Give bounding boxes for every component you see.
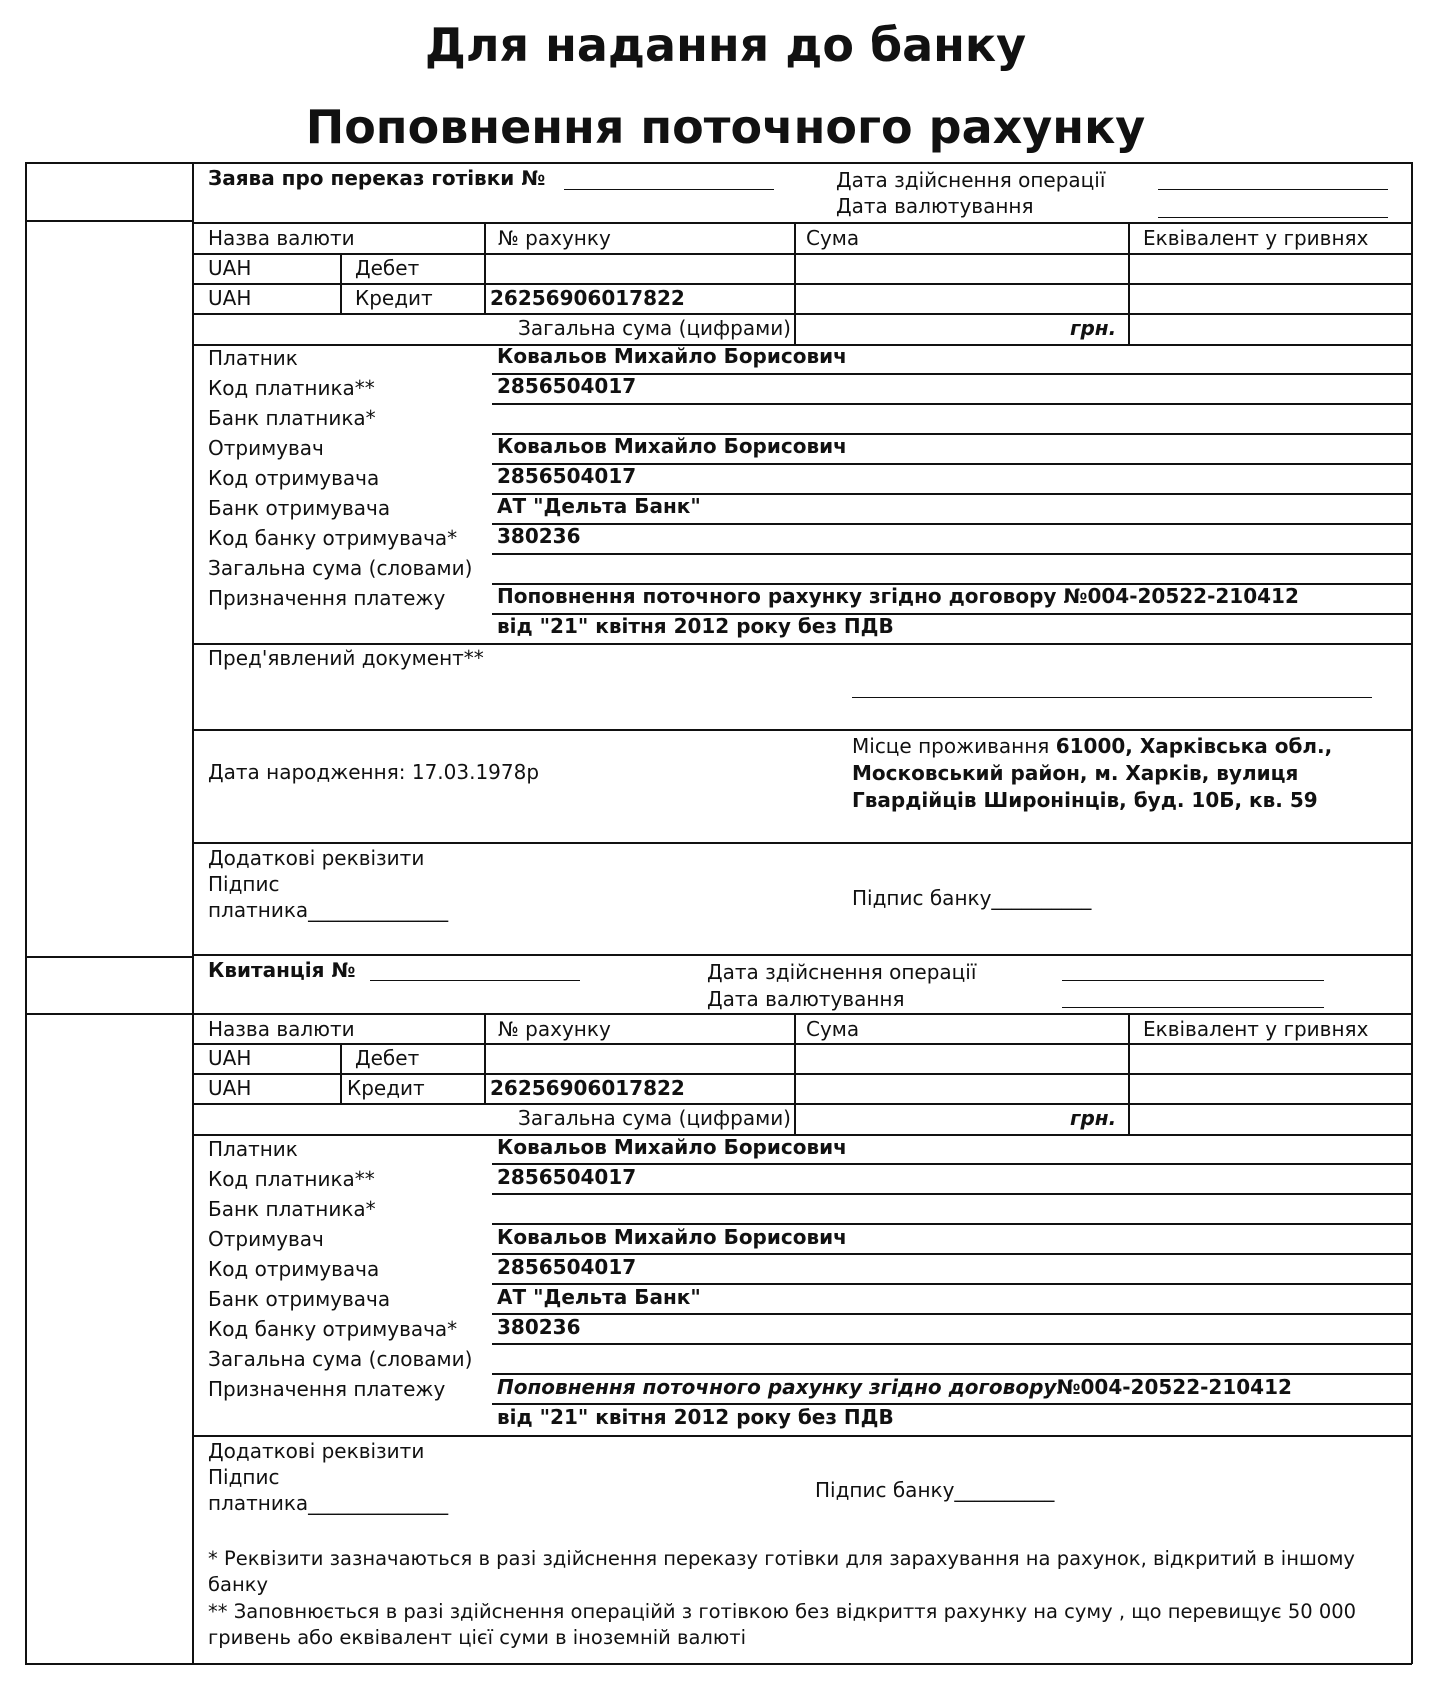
app-birth-date: Дата народження: 17.03.1978р xyxy=(208,760,540,784)
app-bank-signature: Підпис банку__________ xyxy=(852,886,1092,910)
rcp-field-value: 2856504017 xyxy=(497,1165,637,1189)
rcp-table-line-h3 xyxy=(192,1103,1412,1105)
app-field-label: Отримувач xyxy=(208,436,324,460)
rcp-row1-currency: UAH xyxy=(208,1046,252,1070)
rcp-field-label: Призначення платежу xyxy=(208,1377,446,1401)
rcp-field-label: Код отримувача xyxy=(208,1257,380,1281)
rcp-field-line xyxy=(492,1193,1412,1195)
app-row2-type: Кредит xyxy=(355,286,433,310)
app-document-label: Пред'явлений документ** xyxy=(208,646,484,670)
receipt-value-date-blank[interactable] xyxy=(1062,1007,1324,1008)
frame-divider xyxy=(192,162,194,1664)
application-op-date-label: Дата здійснення операції xyxy=(836,168,1106,192)
frame-top xyxy=(25,162,1412,164)
app-field-line xyxy=(492,523,1412,525)
app-field-label: Банк отримувача xyxy=(208,496,391,520)
rcp-section-line-sign xyxy=(192,1435,1412,1437)
app-field-value: 380236 xyxy=(497,524,581,548)
app-col-sum: Сума xyxy=(806,226,860,250)
footnote-2-line1: ** Заповнюється в разі здійснення операційй з готівкою без відкриття рахунку на суму , що перевищує 50 000 xyxy=(208,1600,1357,1623)
rcp-signature-label2: платника______________ xyxy=(208,1491,449,1515)
app-table-v4 xyxy=(1128,222,1130,344)
app-signature-label2: платника______________ xyxy=(208,898,449,922)
receipt-op-date-blank[interactable] xyxy=(1062,980,1324,981)
app-section-line-sign xyxy=(192,842,1412,844)
footnote-1-line1: * Реквізити зазначаються в разі здійснення переказу готівки для зарахування на рахунок, відкритий в іншому xyxy=(208,1547,1355,1570)
left-strip-line-1 xyxy=(25,220,193,222)
rcp-field-label: Банк платника* xyxy=(208,1197,376,1221)
rcp-extra-label: Додаткові реквізити xyxy=(208,1439,425,1463)
app-field-label: Код отримувача xyxy=(208,466,380,490)
frame-bottom xyxy=(25,1663,1412,1665)
frame-left xyxy=(25,162,27,1664)
rcp-purpose-line1 xyxy=(497,1375,1292,1399)
app-purpose-line2: від "21" квітня 2012 року без ПДВ xyxy=(497,614,894,638)
rcp-table-line-h1 xyxy=(192,1043,1412,1045)
rcp-table-line-h2 xyxy=(192,1073,1412,1075)
app-section-line-doc xyxy=(192,643,1412,645)
app-table-line-top xyxy=(192,222,1412,224)
rcp-field-value: Ковальов Михайло Борисович xyxy=(497,1135,847,1159)
app-field-line xyxy=(492,403,1412,405)
app-document-blank[interactable] xyxy=(852,697,1372,698)
application-title: Заява про переказ готівки № xyxy=(208,166,546,190)
app-row1-currency: UAH xyxy=(208,256,252,280)
application-number-blank[interactable] xyxy=(564,189,774,190)
rcp-table-line-top xyxy=(192,1013,1412,1015)
app-col-account: № рахунку xyxy=(498,226,611,250)
receipt-title: Квитанція № xyxy=(208,958,356,982)
app-table-line-h1 xyxy=(192,253,1412,255)
rcp-col-currency: Назва валюти xyxy=(208,1017,355,1041)
app-field-value: Ковальов Михайло Борисович xyxy=(497,344,847,368)
application-value-date-blank[interactable] xyxy=(1158,217,1388,218)
page-title-1: Для надання до банку xyxy=(424,18,1027,72)
rcp-field-label: Отримувач xyxy=(208,1227,324,1251)
receipt-top-line xyxy=(192,954,1412,956)
app-row2-account: 26256906017822 xyxy=(490,286,685,310)
app-signature-label1: Підпис xyxy=(208,872,280,896)
rcp-field-value: АТ "Дельта Банк" xyxy=(497,1285,701,1309)
application-value-date-label: Дата валютування xyxy=(836,194,1034,218)
rcp-field-line xyxy=(492,1313,1412,1315)
app-purpose-line1: Поповнення поточного рахунку згідно договору №004-20522-210412 xyxy=(497,584,1299,608)
footnote-1-line2: банку xyxy=(208,1573,269,1596)
rcp-bank-signature: Підпис банку__________ xyxy=(815,1478,1055,1502)
app-col-equiv: Еквівалент у гривнях xyxy=(1143,226,1369,250)
app-field-label: Загальна сума (словами) xyxy=(208,556,473,580)
rcp-col-equiv: Еквівалент у гривнях xyxy=(1143,1017,1369,1041)
app-field-line xyxy=(492,553,1412,555)
app-col-currency: Назва валюти xyxy=(208,226,355,250)
receipt-op-date-label: Дата здійснення операції xyxy=(707,960,977,984)
app-field-value: 2856504017 xyxy=(497,464,637,488)
receipt-number-blank[interactable] xyxy=(370,980,580,981)
app-field-value: Ковальов Михайло Борисович xyxy=(497,434,847,458)
rcp-row2-account: 26256906017822 xyxy=(490,1076,685,1100)
rcp-total-label: Загальна сума (цифрами) xyxy=(518,1106,791,1130)
rcp-row2-type: Кредит xyxy=(347,1076,425,1100)
rcp-row2-currency: UAH xyxy=(208,1076,252,1100)
rcp-purpose-line2: від "21" квітня 2012 року без ПДВ xyxy=(497,1405,894,1429)
app-residence-line3: Гвардійців Широнінців, буд. 10Б, кв. 59 xyxy=(852,788,1318,812)
rcp-total-unit: грн. xyxy=(1070,1106,1117,1130)
app-residence xyxy=(852,734,1332,758)
app-table-line-h3 xyxy=(192,313,1412,315)
app-table-v3 xyxy=(794,222,796,344)
app-field-value: АТ "Дельта Банк" xyxy=(497,494,701,518)
rcp-table-v1 xyxy=(340,1043,342,1103)
rcp-field-label: Платник xyxy=(208,1137,298,1161)
receipt-value-date-label: Дата валютування xyxy=(707,987,905,1011)
app-extra-label: Додаткові реквізити xyxy=(208,846,425,870)
app-total-unit: грн. xyxy=(1070,316,1117,340)
rcp-field-label: Загальна сума (словами) xyxy=(208,1347,473,1371)
app-residence-line1: 61000, Харківська обл., xyxy=(1055,734,1333,758)
rcp-table-v3 xyxy=(794,1013,796,1134)
rcp-purpose-italic: Поповнення поточного рахунку згідно договору xyxy=(497,1375,1057,1399)
page-title-2: Поповнення поточного рахунку xyxy=(305,100,1146,154)
app-table-line-h2 xyxy=(192,283,1412,285)
app-section-line-person xyxy=(192,729,1412,731)
rcp-field-line xyxy=(492,1343,1412,1345)
app-field-label: Платник xyxy=(208,346,298,370)
frame-right xyxy=(1411,162,1413,1664)
rcp-col-sum: Сума xyxy=(806,1017,860,1041)
app-total-label: Загальна сума (цифрами) xyxy=(518,316,791,340)
app-field-value: 2856504017 xyxy=(497,374,637,398)
rcp-col-account: № рахунку xyxy=(498,1017,611,1041)
rcp-field-value: 2856504017 xyxy=(497,1255,637,1279)
rcp-field-label: Банк отримувача xyxy=(208,1287,391,1311)
app-field-label: Призначення платежу xyxy=(208,586,446,610)
rcp-field-label: Код платника** xyxy=(208,1167,375,1191)
app-table-v2 xyxy=(484,222,486,313)
rcp-field-label: Код банку отримувача* xyxy=(208,1317,458,1341)
footnote-2-line2: гривень або еквівалент цієї суми в іноземній валюті xyxy=(208,1626,747,1649)
left-strip-line-3 xyxy=(25,1013,193,1015)
application-op-date-blank[interactable] xyxy=(1158,189,1388,190)
rcp-field-value: 380236 xyxy=(497,1315,581,1339)
left-strip-line-2 xyxy=(25,956,193,958)
app-residence-line2: Московський район, м. Харків, вулиця xyxy=(852,761,1299,785)
app-row1-type: Дебет xyxy=(355,256,420,280)
app-residence-label: Місце проживання xyxy=(852,734,1050,758)
app-field-label: Банк платника* xyxy=(208,406,376,430)
app-field-label: Код банку отримувача* xyxy=(208,526,458,550)
rcp-field-value: Ковальов Михайло Борисович xyxy=(497,1225,847,1249)
rcp-signature-label1: Підпис xyxy=(208,1465,280,1489)
app-field-label: Код платника** xyxy=(208,376,375,400)
app-row2-currency: UAH xyxy=(208,286,252,310)
rcp-table-v4 xyxy=(1128,1013,1130,1134)
rcp-table-v2 xyxy=(484,1013,486,1103)
app-table-v1 xyxy=(340,253,342,313)
rcp-row1-type: Дебет xyxy=(355,1046,420,1070)
rcp-purpose-number: №004-20522-210412 xyxy=(1056,1375,1292,1399)
